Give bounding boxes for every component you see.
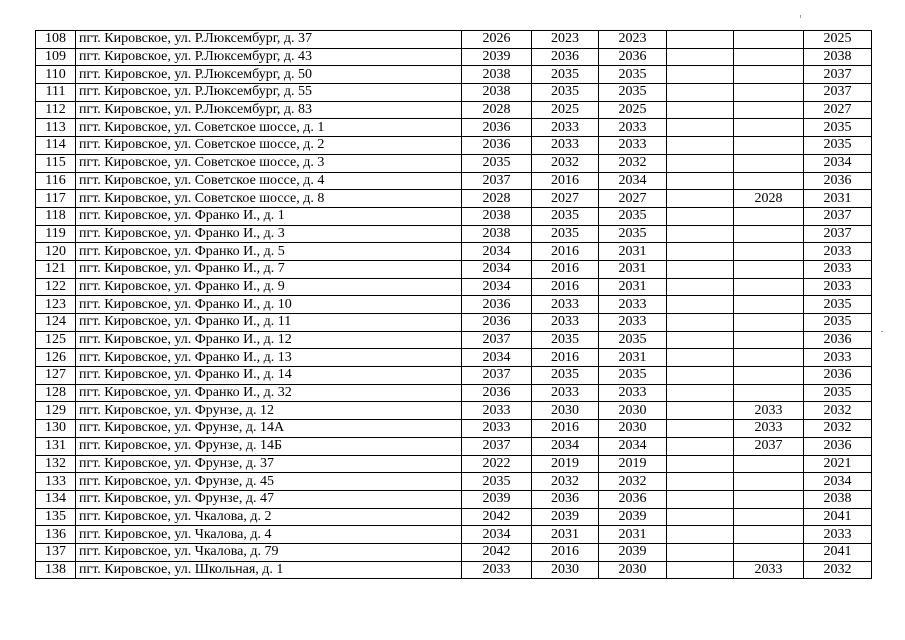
year-col-6-cell: 2033 xyxy=(804,260,872,278)
year-col-4-cell xyxy=(667,402,734,420)
year-col-3-cell: 2035 xyxy=(599,367,667,385)
table-row xyxy=(36,190,872,208)
year-col-6-cell: 2032 xyxy=(804,402,872,420)
year-col-2-cell: 2033 xyxy=(532,314,599,332)
year-col-6-cell: 2027 xyxy=(804,101,872,119)
year-col-5-cell xyxy=(734,119,804,137)
year-col-3-cell: 2031 xyxy=(599,526,667,544)
year-col-6-cell: 2035 xyxy=(804,137,872,155)
row-number-cell: 117 xyxy=(36,190,76,208)
year-col-4-cell xyxy=(667,331,734,349)
year-col-2-cell: 2030 xyxy=(532,402,599,420)
year-col-2-cell: 2019 xyxy=(532,455,599,473)
year-col-2-cell: 2025 xyxy=(532,101,599,119)
year-col-3-cell: 2032 xyxy=(599,154,667,172)
year-col-1-cell: 2034 xyxy=(462,526,532,544)
row-number-cell: 114 xyxy=(36,137,76,155)
year-col-1-cell: 2042 xyxy=(462,508,532,526)
year-col-1-cell: 2022 xyxy=(462,455,532,473)
table-row xyxy=(36,349,872,367)
address-cell: пгт. Кировское, ул. Франко И., д. 11 xyxy=(76,314,462,332)
year-col-5-cell: 2037 xyxy=(734,437,804,455)
address-cell: пгт. Кировское, ул. Р.Люксембург, д. 55 xyxy=(76,84,462,102)
table-row xyxy=(36,101,872,119)
address-cell: пгт. Кировское, ул. Фрунзе, д. 47 xyxy=(76,490,462,508)
table-row xyxy=(36,561,872,579)
table-row xyxy=(36,437,872,455)
year-col-3-cell: 2033 xyxy=(599,119,667,137)
table-row xyxy=(36,402,872,420)
address-cell: пгт. Кировское, ул. Франко И., д. 13 xyxy=(76,349,462,367)
year-col-5-cell xyxy=(734,243,804,261)
address-cell: пгт. Кировское, ул. Франко И., д. 32 xyxy=(76,384,462,402)
year-col-4-cell xyxy=(667,84,734,102)
year-col-3-cell: 2036 xyxy=(599,490,667,508)
year-col-2-cell: 2016 xyxy=(532,349,599,367)
year-col-3-cell: 2025 xyxy=(599,101,667,119)
table-row xyxy=(36,84,872,102)
table-row xyxy=(36,260,872,278)
table-row xyxy=(36,367,872,385)
year-col-2-cell: 2039 xyxy=(532,508,599,526)
year-col-5-cell xyxy=(734,296,804,314)
row-number-cell: 124 xyxy=(36,314,76,332)
year-col-5-cell xyxy=(734,66,804,84)
year-col-1-cell: 2037 xyxy=(462,367,532,385)
year-col-6-cell: 2032 xyxy=(804,561,872,579)
row-number-cell: 130 xyxy=(36,420,76,438)
year-col-3-cell: 2033 xyxy=(599,137,667,155)
year-col-2-cell: 2016 xyxy=(532,243,599,261)
year-col-4-cell xyxy=(667,455,734,473)
year-col-3-cell: 2036 xyxy=(599,48,667,66)
year-col-4-cell xyxy=(667,384,734,402)
year-col-4-cell xyxy=(667,172,734,190)
year-col-3-cell: 2033 xyxy=(599,314,667,332)
year-col-4-cell xyxy=(667,349,734,367)
year-col-6-cell: 2033 xyxy=(804,278,872,296)
year-col-6-cell: 2021 xyxy=(804,455,872,473)
year-col-3-cell: 2033 xyxy=(599,296,667,314)
year-col-2-cell: 2033 xyxy=(532,119,599,137)
year-col-2-cell: 2016 xyxy=(532,420,599,438)
address-cell: пгт. Кировское, ул. Франко И., д. 14 xyxy=(76,367,462,385)
year-col-3-cell: 2032 xyxy=(599,473,667,491)
year-col-4-cell xyxy=(667,420,734,438)
year-col-2-cell: 2035 xyxy=(532,331,599,349)
table-row xyxy=(36,420,872,438)
year-col-1-cell: 2038 xyxy=(462,225,532,243)
row-number-cell: 133 xyxy=(36,473,76,491)
year-col-2-cell: 2016 xyxy=(532,260,599,278)
year-col-5-cell xyxy=(734,331,804,349)
year-col-6-cell: 2032 xyxy=(804,420,872,438)
year-col-2-cell: 2016 xyxy=(532,278,599,296)
year-col-4-cell xyxy=(667,225,734,243)
row-number-cell: 122 xyxy=(36,278,76,296)
year-col-3-cell: 2031 xyxy=(599,349,667,367)
year-col-6-cell: 2036 xyxy=(804,437,872,455)
year-col-3-cell: 2027 xyxy=(599,190,667,208)
table-row xyxy=(36,48,872,66)
year-col-1-cell: 2034 xyxy=(462,243,532,261)
table-row xyxy=(36,314,872,332)
table-row xyxy=(36,508,872,526)
year-col-6-cell: 2041 xyxy=(804,508,872,526)
year-col-3-cell: 2031 xyxy=(599,243,667,261)
table-row xyxy=(36,278,872,296)
year-col-6-cell: 2035 xyxy=(804,296,872,314)
row-number-cell: 112 xyxy=(36,101,76,119)
table-row xyxy=(36,473,872,491)
table-row xyxy=(36,207,872,225)
year-col-5-cell xyxy=(734,367,804,385)
year-col-6-cell: 2036 xyxy=(804,367,872,385)
year-col-6-cell: 2041 xyxy=(804,543,872,561)
year-col-4-cell xyxy=(667,473,734,491)
year-col-3-cell: 2031 xyxy=(599,260,667,278)
year-col-1-cell: 2033 xyxy=(462,402,532,420)
row-number-cell: 120 xyxy=(36,243,76,261)
year-col-1-cell: 2039 xyxy=(462,490,532,508)
year-col-5-cell xyxy=(734,473,804,491)
year-col-3-cell: 2023 xyxy=(599,31,667,49)
year-col-2-cell: 2035 xyxy=(532,207,599,225)
year-col-5-cell xyxy=(734,543,804,561)
year-col-1-cell: 2034 xyxy=(462,278,532,296)
table-row xyxy=(36,137,872,155)
year-col-5-cell xyxy=(734,154,804,172)
year-col-5-cell xyxy=(734,101,804,119)
year-col-3-cell: 2033 xyxy=(599,384,667,402)
address-cell: пгт. Кировское, ул. Франко И., д. 7 xyxy=(76,260,462,278)
table-row xyxy=(36,119,872,137)
year-col-6-cell: 2038 xyxy=(804,48,872,66)
year-col-3-cell: 2035 xyxy=(599,225,667,243)
housing-repair-schedule-table xyxy=(35,30,872,579)
address-cell: пгт. Кировское, ул. Р.Люксембург, д. 37 xyxy=(76,31,462,49)
row-number-cell: 108 xyxy=(36,31,76,49)
row-number-cell: 131 xyxy=(36,437,76,455)
year-col-2-cell: 2035 xyxy=(532,84,599,102)
year-col-1-cell: 2036 xyxy=(462,296,532,314)
table-row xyxy=(36,543,872,561)
year-col-2-cell: 2033 xyxy=(532,137,599,155)
year-col-3-cell: 2019 xyxy=(599,455,667,473)
address-cell: пгт. Кировское, ул. Франко И., д. 10 xyxy=(76,296,462,314)
year-col-1-cell: 2036 xyxy=(462,137,532,155)
year-col-5-cell xyxy=(734,490,804,508)
address-cell: пгт. Кировское, ул. Советское шоссе, д. 1 xyxy=(76,119,462,137)
year-col-5-cell xyxy=(734,48,804,66)
year-col-5-cell xyxy=(734,31,804,49)
row-number-cell: 113 xyxy=(36,119,76,137)
row-number-cell: 126 xyxy=(36,349,76,367)
year-col-1-cell: 2038 xyxy=(462,66,532,84)
year-col-4-cell xyxy=(667,543,734,561)
table-row xyxy=(36,243,872,261)
table-row xyxy=(36,331,872,349)
year-col-4-cell xyxy=(667,48,734,66)
year-col-6-cell: 2038 xyxy=(804,490,872,508)
row-number-cell: 129 xyxy=(36,402,76,420)
year-col-1-cell: 2042 xyxy=(462,543,532,561)
row-number-cell: 109 xyxy=(36,48,76,66)
address-cell: пгт. Кировское, ул. Советское шоссе, д. 2 xyxy=(76,137,462,155)
year-col-2-cell: 2016 xyxy=(532,172,599,190)
scan-speck xyxy=(800,15,801,18)
row-number-cell: 119 xyxy=(36,225,76,243)
row-number-cell: 118 xyxy=(36,207,76,225)
year-col-3-cell: 2039 xyxy=(599,508,667,526)
year-col-5-cell xyxy=(734,260,804,278)
year-col-4-cell xyxy=(667,260,734,278)
year-col-5-cell xyxy=(734,207,804,225)
year-col-3-cell: 2034 xyxy=(599,172,667,190)
year-col-4-cell xyxy=(667,119,734,137)
year-col-4-cell xyxy=(667,66,734,84)
row-number-cell: 128 xyxy=(36,384,76,402)
year-col-1-cell: 2026 xyxy=(462,31,532,49)
year-col-5-cell xyxy=(734,172,804,190)
year-col-1-cell: 2028 xyxy=(462,190,532,208)
year-col-5-cell: 2028 xyxy=(734,190,804,208)
address-cell: пгт. Кировское, ул. Франко И., д. 3 xyxy=(76,225,462,243)
address-cell: пгт. Кировское, ул. Фрунзе, д. 45 xyxy=(76,473,462,491)
year-col-1-cell: 2037 xyxy=(462,172,532,190)
year-col-2-cell: 2016 xyxy=(532,543,599,561)
year-col-1-cell: 2037 xyxy=(462,331,532,349)
row-number-cell: 136 xyxy=(36,526,76,544)
year-col-2-cell: 2036 xyxy=(532,48,599,66)
address-cell: пгт. Кировское, ул. Франко И., д. 1 xyxy=(76,207,462,225)
year-col-2-cell: 2035 xyxy=(532,225,599,243)
row-number-cell: 123 xyxy=(36,296,76,314)
year-col-6-cell: 2037 xyxy=(804,225,872,243)
year-col-5-cell xyxy=(734,349,804,367)
address-cell: пгт. Кировское, ул. Р.Люксембург, д. 43 xyxy=(76,48,462,66)
year-col-4-cell xyxy=(667,437,734,455)
address-cell: пгт. Кировское, ул. Советское шоссе, д. 3 xyxy=(76,154,462,172)
year-col-4-cell xyxy=(667,243,734,261)
year-col-2-cell: 2031 xyxy=(532,526,599,544)
year-col-6-cell: 2036 xyxy=(804,331,872,349)
year-col-4-cell xyxy=(667,154,734,172)
year-col-4-cell xyxy=(667,314,734,332)
year-col-5-cell xyxy=(734,137,804,155)
year-col-1-cell: 2036 xyxy=(462,384,532,402)
address-cell: пгт. Кировское, ул. Чкалова, д. 79 xyxy=(76,543,462,561)
address-cell: пгт. Кировское, ул. Чкалова, д. 4 xyxy=(76,526,462,544)
table-row xyxy=(36,526,872,544)
address-cell: пгт. Кировское, ул. Р.Люксембург, д. 83 xyxy=(76,101,462,119)
year-col-6-cell: 2035 xyxy=(804,384,872,402)
address-cell: пгт. Кировское, ул. Фрунзе, д. 14А xyxy=(76,420,462,438)
address-cell: пгт. Кировское, ул. Советское шоссе, д. 8 xyxy=(76,190,462,208)
address-cell: пгт. Кировское, ул. Франко И., д. 9 xyxy=(76,278,462,296)
year-col-2-cell: 2034 xyxy=(532,437,599,455)
year-col-6-cell: 2025 xyxy=(804,31,872,49)
table-row xyxy=(36,384,872,402)
row-number-cell: 115 xyxy=(36,154,76,172)
year-col-1-cell: 2037 xyxy=(462,437,532,455)
year-col-6-cell: 2035 xyxy=(804,119,872,137)
year-col-2-cell: 2036 xyxy=(532,490,599,508)
year-col-6-cell: 2034 xyxy=(804,154,872,172)
year-col-4-cell xyxy=(667,296,734,314)
row-number-cell: 121 xyxy=(36,260,76,278)
table-row xyxy=(36,66,872,84)
table-row xyxy=(36,490,872,508)
year-col-5-cell xyxy=(734,455,804,473)
year-col-2-cell: 2027 xyxy=(532,190,599,208)
year-col-3-cell: 2035 xyxy=(599,66,667,84)
year-col-1-cell: 2035 xyxy=(462,473,532,491)
year-col-3-cell: 2035 xyxy=(599,207,667,225)
row-number-cell: 111 xyxy=(36,84,76,102)
year-col-6-cell: 2033 xyxy=(804,243,872,261)
address-cell: пгт. Кировское, ул. Чкалова, д. 2 xyxy=(76,508,462,526)
row-number-cell: 116 xyxy=(36,172,76,190)
table-row xyxy=(36,172,872,190)
year-col-6-cell: 2036 xyxy=(804,172,872,190)
year-col-3-cell: 2031 xyxy=(599,278,667,296)
year-col-5-cell: 2033 xyxy=(734,420,804,438)
year-col-5-cell xyxy=(734,278,804,296)
year-col-4-cell xyxy=(667,508,734,526)
year-col-4-cell xyxy=(667,526,734,544)
year-col-5-cell xyxy=(734,526,804,544)
year-col-6-cell: 2037 xyxy=(804,207,872,225)
row-number-cell: 132 xyxy=(36,455,76,473)
year-col-2-cell: 2035 xyxy=(532,367,599,385)
year-col-4-cell xyxy=(667,207,734,225)
row-number-cell: 127 xyxy=(36,367,76,385)
address-cell: пгт. Кировское, ул. Школьная, д. 1 xyxy=(76,561,462,579)
year-col-2-cell: 2033 xyxy=(532,384,599,402)
address-cell: пгт. Кировское, ул. Фрунзе, д. 37 xyxy=(76,455,462,473)
year-col-2-cell: 2035 xyxy=(532,66,599,84)
year-col-1-cell: 2028 xyxy=(462,101,532,119)
year-col-3-cell: 2034 xyxy=(599,437,667,455)
year-col-1-cell: 2036 xyxy=(462,119,532,137)
address-cell: пгт. Кировское, ул. Фрунзе, д. 14Б xyxy=(76,437,462,455)
year-col-2-cell: 2030 xyxy=(532,561,599,579)
address-cell: пгт. Кировское, ул. Р.Люксембург, д. 50 xyxy=(76,66,462,84)
year-col-5-cell xyxy=(734,225,804,243)
year-col-5-cell xyxy=(734,384,804,402)
year-col-4-cell xyxy=(667,490,734,508)
year-col-6-cell: 2035 xyxy=(804,314,872,332)
year-col-2-cell: 2032 xyxy=(532,154,599,172)
year-col-4-cell xyxy=(667,190,734,208)
year-col-3-cell: 2035 xyxy=(599,84,667,102)
year-col-1-cell: 2033 xyxy=(462,420,532,438)
table-row xyxy=(36,225,872,243)
address-cell: пгт. Кировское, ул. Советское шоссе, д. 4 xyxy=(76,172,462,190)
year-col-6-cell: 2037 xyxy=(804,66,872,84)
year-col-5-cell xyxy=(734,84,804,102)
year-col-5-cell xyxy=(734,508,804,526)
year-col-6-cell: 2033 xyxy=(804,526,872,544)
row-number-cell: 135 xyxy=(36,508,76,526)
year-col-2-cell: 2023 xyxy=(532,31,599,49)
year-col-1-cell: 2038 xyxy=(462,84,532,102)
address-cell: пгт. Кировское, ул. Франко И., д. 5 xyxy=(76,243,462,261)
year-col-1-cell: 2038 xyxy=(462,207,532,225)
year-col-5-cell: 2033 xyxy=(734,402,804,420)
table-row xyxy=(36,455,872,473)
year-col-2-cell: 2033 xyxy=(532,296,599,314)
address-cell: пгт. Кировское, ул. Фрунзе, д. 12 xyxy=(76,402,462,420)
year-col-3-cell: 2035 xyxy=(599,331,667,349)
year-col-1-cell: 2036 xyxy=(462,314,532,332)
year-col-6-cell: 2031 xyxy=(804,190,872,208)
year-col-3-cell: 2030 xyxy=(599,561,667,579)
year-col-1-cell: 2033 xyxy=(462,561,532,579)
year-col-1-cell: 2034 xyxy=(462,349,532,367)
year-col-1-cell: 2034 xyxy=(462,260,532,278)
table-row xyxy=(36,154,872,172)
year-col-5-cell xyxy=(734,314,804,332)
year-col-3-cell: 2039 xyxy=(599,543,667,561)
year-col-4-cell xyxy=(667,367,734,385)
row-number-cell: 138 xyxy=(36,561,76,579)
year-col-2-cell: 2032 xyxy=(532,473,599,491)
year-col-4-cell xyxy=(667,101,734,119)
year-col-4-cell xyxy=(667,561,734,579)
year-col-6-cell: 2033 xyxy=(804,349,872,367)
row-number-cell: 110 xyxy=(36,66,76,84)
table-body xyxy=(36,31,872,579)
year-col-1-cell: 2035 xyxy=(462,154,532,172)
row-number-cell: 137 xyxy=(36,543,76,561)
year-col-1-cell: 2039 xyxy=(462,48,532,66)
year-col-3-cell: 2030 xyxy=(599,402,667,420)
year-col-4-cell xyxy=(667,31,734,49)
table-row xyxy=(36,31,872,49)
table-row xyxy=(36,296,872,314)
year-col-6-cell: 2034 xyxy=(804,473,872,491)
row-number-cell: 125 xyxy=(36,331,76,349)
year-col-6-cell: 2037 xyxy=(804,84,872,102)
year-col-3-cell: 2030 xyxy=(599,420,667,438)
scan-speck xyxy=(881,331,883,332)
year-col-5-cell: 2033 xyxy=(734,561,804,579)
year-col-4-cell xyxy=(667,137,734,155)
address-cell: пгт. Кировское, ул. Франко И., д. 12 xyxy=(76,331,462,349)
row-number-cell: 134 xyxy=(36,490,76,508)
year-col-4-cell xyxy=(667,278,734,296)
